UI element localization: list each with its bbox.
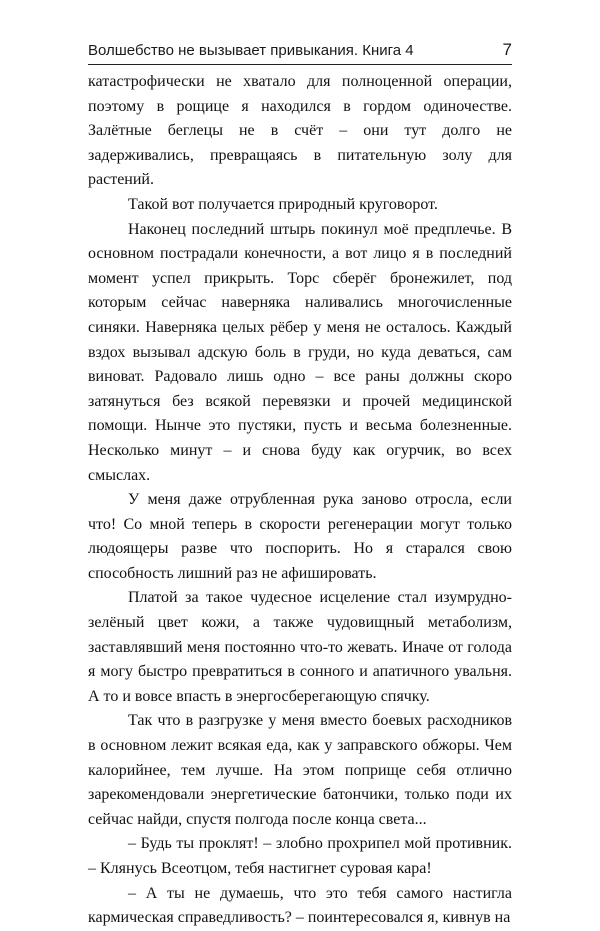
paragraph: Платой за такое чудесное исцеление стал изумрудно-зелёный цвет кожи, а также чудовищный метаболизм, заставлявший меня постоянно что-то жевать. Иначе от голода я могу быстро превратиться в сонного и апатичного увальня. А то и вовсе впасть в энергосберегающую спячку. (88, 589, 512, 705)
paragraph: Наконец последний штырь покинул моё предплечье. В основном пострадали конечности, а вот лицо я в последний момент успел прикрыть. Торс сберёг бронежилет, под которым сейчас наверняка наливались многочисленные синяки. Наверняка целых рёбер у меня не осталось. Каждый вздох вызывал адскую боль в груди, но куда деваться, сам виноват. Радовало лишь одно – все раны должны скоро затянуться без всякой перевязки и прочей медицинской помощи. Нынче это пустяки, пусть и весьма болезненные. Несколько минут – и снова буду как огурчик, во всех смыслах. (88, 220, 512, 484)
paragraph: У меня даже отрубленная рука заново отросла, если что! Со мной теперь в скорости регенерации могут только людоящеры разве что поспорить. Но я старался свою способность лишний раз не афишировать. (88, 491, 512, 582)
paragraph: – А ты не думаешь, что это тебя самого настигла кармическая справедливость? – поинтересовался я, кивнув на (88, 884, 512, 927)
page-body (88, 70, 512, 931)
page-number: 7 (502, 40, 512, 59)
paragraph: катастрофически не хватало для полноценной операции, поэтому в рощице я находился в гордом одиночестве. Залётные беглецы не в счёт – они тут долго не задерживались, превращаясь в питательную золу для растений. (88, 73, 512, 189)
paragraph: – Будь ты проклят! – злобно прохрипел мой противник. – Клянусь Всеотцом, тебя настигнет суровая кара! (88, 835, 512, 877)
paragraph: Так что в разгрузке у меня вместо боевых расходников в основном лежит всякая еда, как у заправского обжоры. Чем калорийнее, тем лучше. На этом поприще себя отлично зарекомендовали энергетические батончики, только поди их сейчас найди, спустя полгода после конца света... (88, 712, 512, 828)
running-header (88, 40, 512, 65)
paragraph: Такой вот получается природный круговорот. (128, 195, 438, 213)
book-title: Волшебство не вызывает привыкания. Книга 4 (88, 42, 414, 59)
